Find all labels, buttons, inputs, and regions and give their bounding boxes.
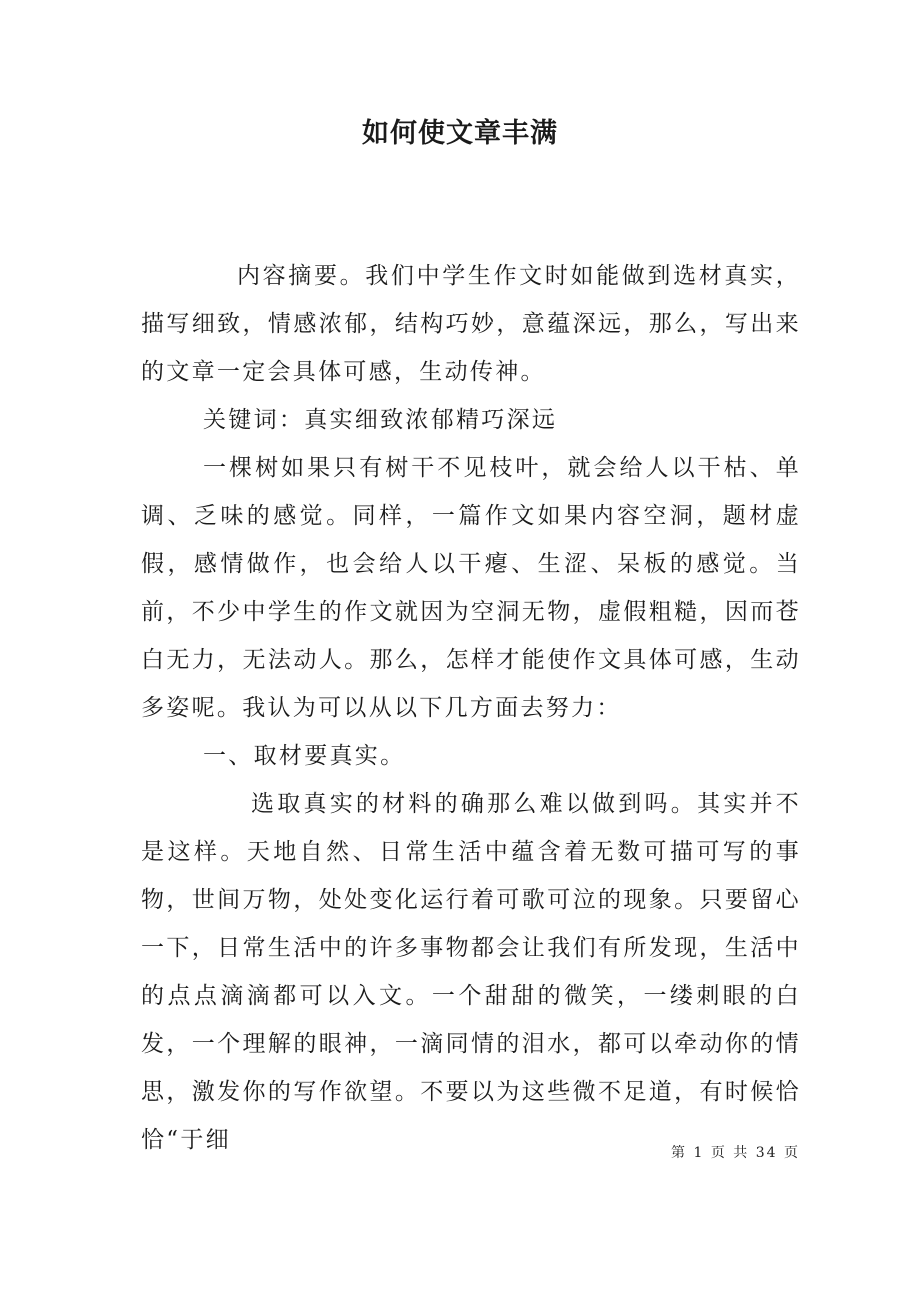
intro-paragraph: 一棵树如果只有树干不见枝叶，就会给人以干枯、单调、乏味的感觉。同样，一篇作文如果内容空洞，题材虚假，感情做作，也会给人以干瘪、生涩、呆板的感觉。当前，不少中学生的作文就因为空洞无物，虚假粗糙，因而苍白无力，无法动人。那么，怎样才能使作文具体可感，生动多姿呢。我认为可以从以下几方面去努力：	[141, 455, 801, 721]
abstract-paragraph: 内容摘要。我们中学生作文时如能做到选材真实，描写细致，情感浓郁，结构巧妙，意蕴深远，那么，写出来的文章一定会具体可感，生动传神。	[141, 263, 801, 385]
document-body	[141, 252, 801, 1164]
document-title: 如何使文章丰满	[362, 118, 558, 149]
page-number: 第 1 页 共 34 页	[671, 1145, 800, 1161]
keywords-paragraph: 关键词：真实细致浓郁精巧深远	[203, 407, 558, 433]
section-paragraph: 选取真实的材料的确那么难以做到吗。其实并不是这样。天地自然、日常生活中蕴含着无数可描可写的事物，世间万物，处处变化运行着可歌可泣的现象。只要留心一下，日常生活中的许多事物都会让我们有所发现，生活中的点点滴滴都可以入文。一个甜甜的微笑，一缕刺眼的白发，一个理解的眼神，一滴同情的泪水，都可以牵动你的情思，激发你的写作欲望。不要以为这些微不足道，有时候恰恰“于细	[141, 791, 801, 1153]
section-heading: 一、取材要真实。	[203, 743, 406, 769]
